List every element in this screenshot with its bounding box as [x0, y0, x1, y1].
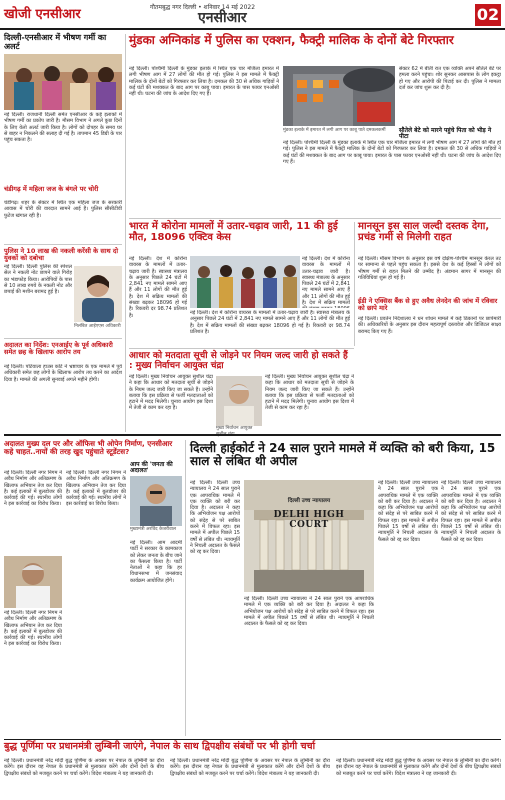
column-divider	[185, 440, 186, 736]
headline-ed-raid: ईडी ने एक्सिस बैंक से हुए अवैध लेनदेन की जांच में रविवार को छापे मारे	[358, 297, 498, 313]
body-high-court: नई दिल्ली। दिल्ली उच्च न्यायालय ने 24 साल पुराने एक आपराधिक मामले में एक व्यक्ति को बरी कर दिया है। अदालत ने कहा कि अभियोजन पक्ष आरोपों को संदेह से परे साबित करने में विफल रहा। इस मामले में अपील पिछले 15 वर्षों से लंबित थी। न्यायमूर्ति ने निचली अदालत के फैसले को रद्द कर दिया।	[190, 480, 240, 556]
body-flat: सेक्टर 62 में बीती रात एक व्यक्ति अपने सौतेले बेटे पर हमला करने पहुंचा। शोर सुनकर आसपास के लोग इकट्ठा हो गए और आरोपी की पिटाई कर दी। पुलिस ने मामला दर्ज कर जांच शुरू कर दी है।	[399, 66, 501, 91]
masthead	[0, 0, 505, 30]
body-aadhaar: नई दिल्ली। मुख्य निर्वाचन आयुक्त सुशील चंद्रा ने कहा कि आधार को मतदाता सूची से जोड़ने के नियम जल्द जारी किए जा सकते हैं। उन्होंने बताया कि इस प्रक्रिया से फर्जी मतदाताओं को हटाने में मदद मिलेगी। चुनाव आयोग इस दिशा में तेजी से काम कर रहा है।	[129, 374, 213, 412]
photo-high-court-building	[244, 480, 374, 592]
high-court-sign: DELHI HIGH COURT	[273, 510, 345, 530]
headline-aap: आप की 'जनता की अदालत'	[130, 461, 173, 475]
caption-kejriwal: मुख्यमंत्री अरविंद केजरीवाल	[130, 527, 176, 532]
section-divider	[4, 434, 501, 436]
body-ed-raid: नई दिल्ली। प्रवर्तन निदेशालय ने धन शोधन मामले में कई ठिकानों पर छापेमारी की। अधिकारियों के अनुसार इस दौरान महत्वपूर्ण दस्तावेज और डिजिटल साक्ष्य बरामद किए गए हैं।	[358, 316, 501, 335]
photo-election-commissioner	[216, 376, 262, 426]
headline-stepfather: सौतेले बेटे को मारने पहुंचे पिता को भीड़ ने पीटा	[399, 127, 492, 141]
divider	[4, 244, 122, 245]
body-court-charges: नई दिल्ली। पटियाला हाउस कोर्ट ने भ्रष्टाचार के एक मामले में पूर्व अधिकारी समेत छह लोगों के खिलाफ आरोप तय करने का आदेश दिया है। मामले की अगली सुनवाई अगले महीने होगी।	[4, 364, 122, 383]
body-rent-cont: नई दिल्ली। दिल्ली नगर निगम ने अवैध निर्माण और अतिक्रमण के खिलाफ अभियान तेज कर दिया है। कई इलाकों में बुलडोजर की कार्रवाई की गई। स्थानीय लोगों ने इस कार्रवाई का विरोध किया।	[4, 610, 62, 648]
photo-woman-official	[74, 266, 122, 322]
issue-date: गौतमबुद्ध नगर दिल्ली • शनिवार 14 मई 2022	[150, 4, 256, 11]
divider	[4, 338, 122, 339]
body-aap: नई दिल्ली। आम आदमी पार्टी ने सरकार के कामकाज को लेकर जनता के बीच जाने का फैसला किया है। पार्टी नेताओं ने कहा कि हर विधानसभा में जनसंवाद कार्यक्रम आयोजित होंगे।	[130, 540, 182, 584]
body-mundka-cont: नई दिल्ली। पश्चिमी दिल्ली के मुंडका इलाके में स्थित एक चार मंजिला इमारत में लगी भीषण आग में 27 लोगों की मौत हो गई। पुलिस ने इस मामले में फैक्ट्री मालिक के दोनों बेटों को गिरफ्तार कर लिया है। दमकल की 30 से अधिक गाड़ियों ने कई घंटों की मशक्कत के बाद आग पर काबू पाया। इमारत के पास फायर एनओसी नहीं थी। घटना की जांच के आदेश दिए गए हैं।	[283, 140, 501, 165]
body-buddha-purnima: नई दिल्ली। प्रधानमंत्री नरेंद्र मोदी बुद्ध पूर्णिमा के अवसर पर नेपाल के लुम्बिनी का दौरा करेंगे। इस दौरान वह नेपाल के प्रधानमंत्री से मुलाकात करेंगे और दोनों देशों के बीच द्विपक्षीय संबंधों को मजबूत करने पर चर्चा करेंगे। विदेश मंत्रालय ने यह जानकारी दी।	[4, 758, 164, 777]
section-title: एनसीआर	[198, 10, 247, 26]
body-fake-currency: नई दिल्ली। दिल्ली पुलिस की स्पेशल सेल ने नकली नोट छापने वाले गिरोह का भंडाफोड़ किया। आरोपियों के पास से 10 लाख रुपये के नकली नोट और छपाई की मशीन बरामद हुई है।	[4, 264, 72, 296]
column-divider	[125, 34, 126, 432]
photo-kejriwal	[130, 476, 182, 526]
headline-rent: अदालत मुख्य दल पर और ऑफिस भी ओपेन निर्माण, एनसीआर कहे चाहत..नायों की तरह खुद पहुंचाते स्टूडेंटस?	[4, 439, 173, 456]
headline-covid: भारत में कोरोना मामलों में उतार-चढ़ाव जारी, 11 की हुई मौत, 18096 एक्टिव केस	[129, 221, 338, 243]
caption-woman-official: निलंबित आईएएस अधिकारी	[74, 324, 121, 329]
body-covid: नई दिल्ली। देश में कोरोना वायरस के मामलों में उतार-चढ़ाव जारी है। स्वास्थ्य मंत्रालय के अनुसार पिछले 24 घंटों में 2,841 नए मामले सामने आए हैं और 11 लोगों की मौत हुई है। देश में सक्रिय मामलों की संख्या बढ़कर 18096 हो गई है। रिकवरी दर 98.74 प्रतिशत है।	[129, 256, 187, 319]
section-divider	[4, 739, 501, 740]
body-rent: नई दिल्ली। दिल्ली नगर निगम ने अवैध निर्माण और अतिक्रमण के खिलाफ अभियान तेज कर दिया है। कई इलाकों में बुलडोजर की कार्रवाई की गई। स्थानीय लोगों ने इस कार्रवाई का विरोध किया।	[4, 470, 62, 508]
headline-monsoon: मानसून इस साल जल्दी दस्तक देगा, प्रचंड गर्मी से मिलेगी राहत	[358, 221, 490, 243]
photo-vaccination-queue	[190, 256, 300, 308]
headline-fake-currency: पुलिस ने 10 लाख की नकली करेंसी के साथ दो युवकों को दबोचा	[4, 247, 119, 263]
headline-aadhaar: आधार को मतदाता सूची से जोड़ने पर नियम जल्द जारी हो सकते हैं : मुख्य निर्वाचन आयुक्त चंद्रा	[129, 351, 348, 371]
body-buddha-col3: नई दिल्ली। प्रधानमंत्री नरेंद्र मोदी बुद्ध पूर्णिमा के अवसर पर नेपाल के लुम्बिनी का दौरा करेंगे। इस दौरान वह नेपाल के प्रधानमंत्री से मुलाकात करेंगे और दोनों देशों के बीच द्विपक्षीय संबंधों को मजबूत करने पर चर्चा करेंगे। विदेश मंत्रालय ने यह जानकारी दी।	[336, 758, 501, 777]
photo-fire	[283, 66, 395, 126]
column-divider	[354, 222, 355, 346]
caption-fire: मुंडका इलाके में इमारत में लगी आग पर काबू पाते दमकलकर्मी	[283, 128, 386, 133]
body-high-court-col4: नई दिल्ली। दिल्ली उच्च न्यायालय ने 24 साल पुराने एक आपराधिक मामले में एक व्यक्ति को बरी कर दिया है। अदालत ने कहा कि अभियोजन पक्ष आरोपों को संदेह से परे साबित करने में विफल रहा। इस मामले में अपील पिछले 15 वर्षों से लंबित थी। न्यायमूर्ति ने निचली अदालत के फैसले को रद्द कर दिया।	[441, 480, 501, 543]
caption-election-commissioner: मुख्य निर्वाचन आयुक्त	[216, 426, 253, 431]
headline-buddha-purnima: बुद्ध पूर्णिमा पर प्रधानमंत्री लुम्बिनी जाएंगे, नेपाल के साथ द्विपक्षीय संबंधों पर भी होगी चर्चा	[4, 741, 316, 752]
body-aadhaar-cont: नई दिल्ली। मुख्य निर्वाचन आयुक्त सुशील चंद्रा ने कहा कि आधार को मतदाता सूची से जोड़ने के नियम जल्द जारी किए जा सकते हैं। उन्होंने बताया कि इस प्रक्रिया से फर्जी मतदाताओं को हटाने में मदद मिलेगी। चुनाव आयोग इस दिशा में तेजी से काम कर रहा है।	[265, 374, 354, 412]
body-high-court-col2: नई दिल्ली। दिल्ली उच्च न्यायालय ने 24 साल पुराने एक आपराधिक मामले में एक व्यक्ति को बरी कर दिया है। अदालत ने कहा कि अभियोजन पक्ष आरोपों को संदेह से परे साबित करने में विफल रहा। इस मामले में अपील पिछले 15 वर्षों से लंबित थी। न्यायमूर्ति ने निचली अदालत के फैसले को रद्द कर दिया।	[244, 596, 374, 628]
newspaper-logo: खोजी एनसीआर	[4, 7, 81, 22]
photo-women-group	[4, 54, 122, 110]
body-chandigarh: चंडीगढ़। शहर के सेक्टर में स्थित एक महिला जज के सरकारी आवास में चोरी की वारदात सामने आई है। पुलिस सीसीटीवी फुटेज खंगाल रही है।	[4, 200, 122, 219]
headline-mundka: मुंडका अग्निकांड में पुलिस का एक्शन, फैक्ट्री मालिक के दोनों बेटे गिरफ्तार	[129, 33, 454, 47]
headline-court-charges: अदालत का निर्देश: एनआईए के पूर्व अधिकारी समेत छह के खिलाफ आरोप तय	[4, 341, 113, 357]
body-heat: नई दिल्ली। राजधानी दिल्ली समेत एनसीआर के कई इलाकों में भीषण गर्मी का प्रकोप जारी है। मौसम विभाग ने अगले कुछ दिनों के लिए येलो अलर्ट जारी किया है। लोगों को दोपहर के समय घर से बाहर न निकलने की सलाह दी गई है। तापमान 45 डिग्री के पार पहुंच सकता है।	[4, 112, 122, 144]
headline-high-court: दिल्ली हाईकोर्ट ने 24 साल पुराने मामले में व्यक्ति को बरी किया, 15 साल से लंबित थी अपील	[190, 441, 496, 468]
divider	[129, 348, 354, 349]
high-court-sign-hindi: दिल्ली उच्च न्यायालय	[287, 498, 331, 504]
body-mundka: नई दिल्ली। पश्चिमी दिल्ली के मुंडका इलाके में स्थित एक चार मंजिला इमारत में लगी भीषण आग में 27 लोगों की मौत हो गई। पुलिस ने इस मामले में फैक्ट्री मालिक के दोनों बेटों को गिरफ्तार कर लिया है। दमकल की 30 से अधिक गाड़ियों ने कई घंटों की मशक्कत के बाद आग पर काबू पाया। इमारत के पास फायर एनओसी नहीं थी। घटना की जांच के आदेश दिए गए हैं।	[129, 66, 279, 98]
headline-heat: दिल्ली-एनसीआर में भीषण गर्मी का अलर्ट	[4, 33, 107, 51]
body-covid-cont: नई दिल्ली। देश में कोरोना वायरस के मामलों में उतार-चढ़ाव जारी है। स्वास्थ्य मंत्रालय के अनुसार पिछले 24 घंटों में 2,841 नए मामले सामने आए हैं और 11 लोगों की मौत हुई है। देश में सक्रिय मामलों की संख्या बढ़कर 18096 हो गई है। रिकवरी दर 98.74 प्रतिशत है।	[190, 310, 350, 335]
headline-chandigarh: चंडीगढ़ में महिला जज के बंगले पर चोरी	[4, 185, 99, 193]
divider	[129, 218, 501, 219]
body-buddha-col2: नई दिल्ली। प्रधानमंत्री नरेंद्र मोदी बुद्ध पूर्णिमा के अवसर पर नेपाल के लुम्बिनी का दौरा करेंगे। इस दौरान वह नेपाल के प्रधानमंत्री से मुलाकात करेंगे और दोनों देशों के बीच द्विपक्षीय संबंधों को मजबूत करने पर चर्चा करेंगे। विदेश मंत्रालय ने यह जानकारी दी।	[170, 758, 330, 777]
photo-politician	[4, 556, 62, 608]
body-rent-col2: नई दिल्ली। दिल्ली नगर निगम ने अवैध निर्माण और अतिक्रमण के खिलाफ अभियान तेज कर दिया है। कई इलाकों में बुलडोजर की कार्रवाई की गई। स्थानीय लोगों ने इस कार्रवाई का विरोध किया।	[66, 470, 126, 508]
body-monsoon: नई दिल्ली। मौसम विभाग के अनुसार इस वर्ष दक्षिण-पश्चिम मानसून केरल तट पर सामान्य से पहले पहुंच सकता है। इससे देश के कई हिस्सों में लोगों को भीषण गर्मी से राहत मिलने की उम्मीद है। अंडमान सागर में मानसून की गतिविधियां शुरू हो गई हैं।	[358, 256, 501, 281]
body-covid-side: नई दिल्ली। देश में कोरोना वायरस के मामलों में उतार-चढ़ाव जारी है। स्वास्थ्य मंत्रालय के अनुसार पिछले 24 घंटों में 2,841 नए मामले सामने आए हैं और 11 लोगों की मौत हुई है। देश में सक्रिय मामलों	[302, 256, 350, 307]
body-high-court-col3: नई दिल्ली। दिल्ली उच्च न्यायालय ने 24 साल पुराने एक आपराधिक मामले में एक व्यक्ति को बरी कर दिया है। अदालत ने कहा कि अभियोजन पक्ष आरोपों को संदेह से परे साबित करने में विफल रहा। इस मामले में अपील पिछले 15 वर्षों से लंबित थी। न्यायमूर्ति ने निचली अदालत के फैसले को रद्द कर दिया।	[378, 480, 438, 543]
page-number: 02	[476, 5, 500, 24]
